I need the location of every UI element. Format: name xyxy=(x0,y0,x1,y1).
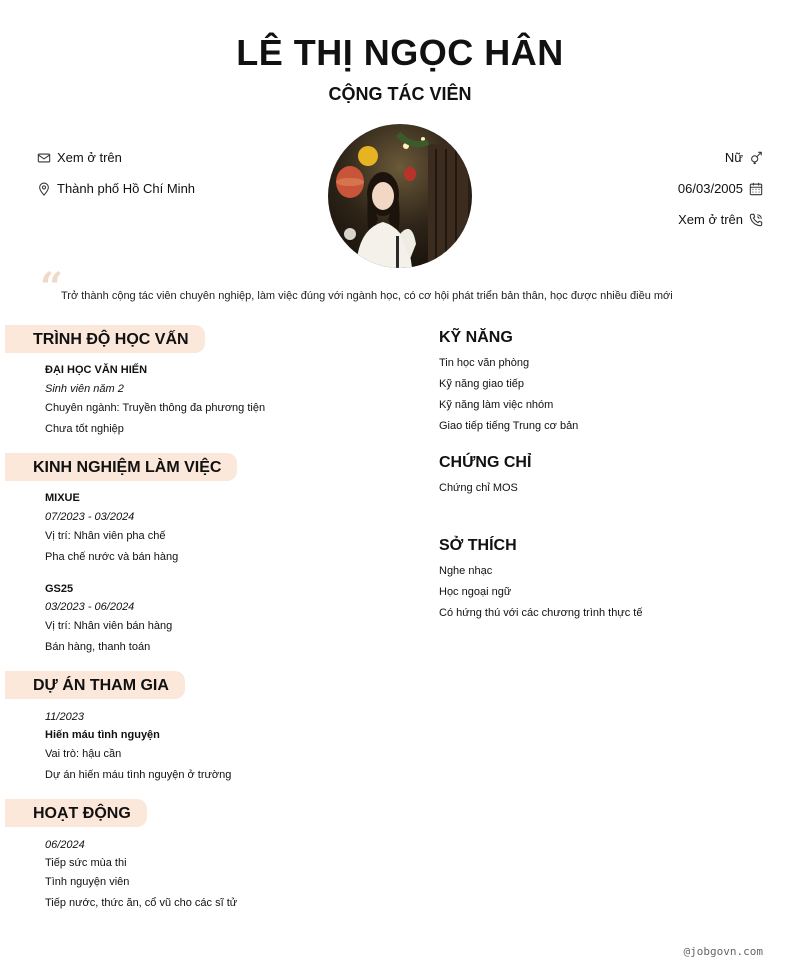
job-description: Bán hàng, thanh toán xyxy=(45,641,151,653)
hobby-item: Học ngoại ngữ xyxy=(439,586,512,598)
gender-value: Nữ xyxy=(724,150,743,165)
profile-photo xyxy=(328,124,472,268)
contact-email xyxy=(37,150,122,165)
hobby-item: Nghe nhạc xyxy=(439,565,493,577)
education-major: Chuyên ngành: Truyền thông đa phương tiện xyxy=(45,402,266,414)
project-date: 11/2023 xyxy=(45,711,84,723)
education-status: Chưa tốt nghiệp xyxy=(45,423,124,435)
map-pin-icon xyxy=(37,182,51,196)
job-company: MIXUE xyxy=(45,492,80,504)
section-certificates-heading: CHỨNG CHỈ xyxy=(439,454,532,471)
project-name: Hiến máu tình nguyện xyxy=(45,729,160,741)
avatar xyxy=(328,124,472,268)
calendar-icon xyxy=(749,182,763,196)
section-projects-heading: DỰ ÁN THAM GIA xyxy=(5,671,185,699)
activity-description: Tiếp nước, thức ăn, cổ vũ cho các sĩ tử xyxy=(45,897,238,909)
section-skills-heading: KỸ NĂNG xyxy=(439,329,513,346)
section-hobbies-heading: SỞ THÍCH xyxy=(439,537,517,554)
job-position: Vị trí: Nhân viên pha chế xyxy=(45,530,166,542)
phone-icon xyxy=(749,213,763,227)
quote-icon: “ xyxy=(40,264,64,311)
job-period: 07/2023 - 03/2024 xyxy=(45,511,135,523)
skill-item: Giao tiếp tiếng Trung cơ bản xyxy=(439,420,579,432)
envelope-icon xyxy=(37,151,51,165)
education-school: ĐẠI HỌC VĂN HIẾN xyxy=(45,364,148,376)
section-education-heading: TRÌNH ĐỘ HỌC VẤN xyxy=(5,325,205,353)
job-company: GS25 xyxy=(45,583,74,595)
job-position: Vị trí: Nhân viên bán hàng xyxy=(45,620,173,632)
education-year: Sinh viên năm 2 xyxy=(45,383,124,395)
birthdate-value: 06/03/2005 xyxy=(677,181,743,196)
career-objective: Trở thành cộng tác viên chuyên nghiệp, làm việc đúng với ngành học, có cơ hội phát triển bản thân, học được nhiều điều mới xyxy=(61,290,673,302)
contact-phone xyxy=(678,212,763,227)
activity-name: Tiếp sức mùa thi xyxy=(45,857,127,869)
section-experience-heading: KINH NGHIỆM LÀM VIỆC xyxy=(5,453,237,481)
candidate-name: LÊ THỊ NGỌC HÂN xyxy=(236,32,564,73)
project-role: Vai trò: hậu cần xyxy=(45,748,122,760)
job-title: CỘNG TÁC VIÊN xyxy=(328,84,472,104)
project-description: Dự án hiến máu tình nguyện ở trường xyxy=(45,769,232,781)
section-activities-heading: HOẠT ĐỘNG xyxy=(5,799,147,827)
contact-address xyxy=(37,181,195,196)
contact-gender xyxy=(725,150,763,165)
gender-icon xyxy=(749,151,763,165)
activity-role: Tình nguyện viên xyxy=(45,876,130,888)
skill-item: Tin học văn phòng xyxy=(439,357,530,369)
skill-item: Kỹ năng làm việc nhóm xyxy=(439,399,554,411)
contact-birthdate xyxy=(678,181,763,196)
address-value: Thành phố Hồ Chí Minh xyxy=(57,181,196,196)
job-period: 03/2023 - 06/2024 xyxy=(45,601,135,613)
phone-value: Xem ở trên xyxy=(678,212,743,227)
activity-date: 06/2024 xyxy=(45,839,85,851)
hobby-item: Có hứng thú với các chương trình thực tế xyxy=(439,607,643,619)
certificate-item: Chứng chỉ MOS xyxy=(439,482,518,494)
email-value: Xem ở trên xyxy=(57,150,122,165)
job-description: Pha chế nước và bán hàng xyxy=(45,551,179,563)
skill-item: Kỹ năng giao tiếp xyxy=(439,378,525,390)
watermark: @jobgovn.com xyxy=(683,945,763,958)
